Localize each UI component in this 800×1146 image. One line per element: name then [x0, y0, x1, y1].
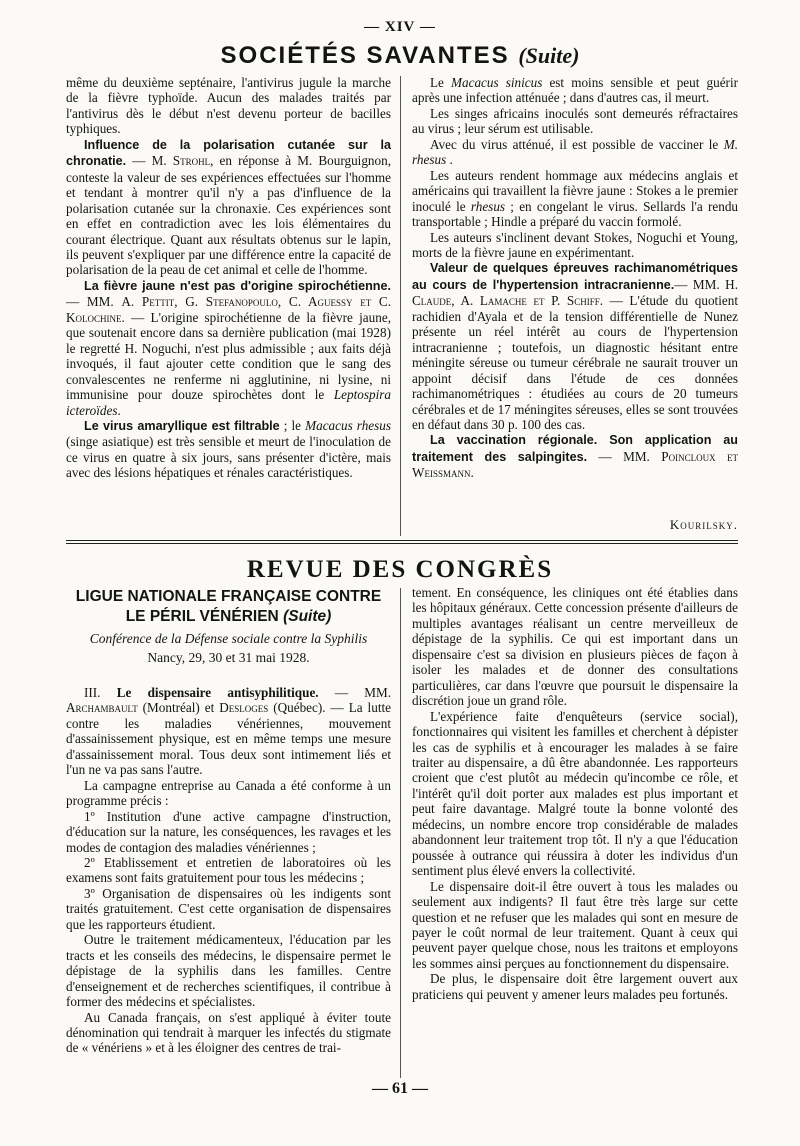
paragraph: Les auteurs s'inclinent devant Stokes, Noguchi et Young, morts de la fièvre jaune en expérimentant. [412, 229, 738, 260]
paragraph: La campagne entreprise au Canada a été conforme à un programme précis : [66, 777, 391, 809]
text-span: Avec du virus atténué, il est possible de vacciner le [430, 136, 724, 152]
text-span: , en réponse à M. Bourguignon, conteste la valeur de ses expériences effectuées sur l'homme et tendant à montrer qu'il n'y a pas d'influence de la polarisation cutanée sur la chronaxie. Ces expériences sont en effet en contradiction avec les lois élémentaires du courant électrique. Quant aux résultats obtenus sur le lapin, ils peuvent s'expliquer par une différence entre la capacité de polarisation de la peau de cet animal et celle de l'homme. [66, 153, 391, 278]
author-names: Poincloux et Weissmann [412, 448, 738, 481]
species-name: Macacus rhesus [305, 417, 392, 433]
author-names: A. Pettit, G. Stefanopoulo, C. Aguessy et C. Kolochine [66, 294, 391, 325]
species-name: rhesus [470, 198, 506, 214]
species-name: Macacus sinicus [451, 75, 543, 90]
text-span: (Québec). — La lutte contre les maladies vénériennes, mouvement d'assainissement physique, est en même temps une mesure d'assainissement moral. Tous deux sont intimement liés et l'un ne va pas sans l'autre. [66, 700, 391, 778]
top-right-column [412, 75, 738, 481]
author-name: Strohl [172, 153, 211, 169]
paragraph [412, 75, 738, 106]
paragraph: L'expérience faite d'enquêteurs (service social), fonctionnaires qui visitent les familles et cherchent à dépister les cas de syphilis et à encourager les malades à se faire traiter au dispensaire, a dû être abandonnée. Les rapporteurs croient que c'est plutôt au médecin qu'incombe ce rôle, et l'intérêt qu'il doit porter aux malades est plus important et peut faire davantage. Malgré toute la bonne volonté des médecins, un nombre encore trop considérable de malades abandonnent leur traitement trop tôt. Il n'y a que l'éducation poussée à outrance qui réussira à doter les individus d'un sentiment plus élevé envers la collectivité. [412, 708, 738, 879]
text-span: III. [84, 685, 117, 700]
author-name: Archambault [66, 700, 138, 716]
bottom-left-column [66, 685, 391, 1056]
paragraph [66, 685, 391, 778]
text-span: Le [430, 75, 452, 90]
text-span: (Montréal) et [137, 700, 220, 716]
paragraph: De plus, le dispensaire doit être largement ouvert aux praticiens qui peuvent y amener leurs malades peu fortunés. [412, 971, 738, 1002]
text-span: . [117, 402, 121, 418]
text-span: Les auteurs rendent hommage aux médecins anglais et américains qui travaillent la fièvre jaune : Stokes a le premier inoculé le [412, 167, 738, 214]
paragraph [412, 260, 738, 432]
paragraph [66, 418, 391, 481]
page-number: — 61 — [372, 1080, 428, 1097]
text-span: . [446, 152, 453, 168]
paragraph: 1º Institution d'une active campagne d'instruction, d'éducation sur la nature, les conséquences, les ravages et les modes de contagion des maladies vénériennes ; [66, 808, 391, 855]
author-signature: Kourilsky. [669, 517, 738, 532]
section-separator [66, 543, 738, 544]
paragraph [412, 168, 738, 230]
text-span: — MM. [318, 685, 391, 700]
paragraph-heading: Le dispensaire antisyphilitique. [116, 685, 319, 700]
ligue-title-text: LIGUE NATIONALE FRANÇAISE CONTRE LE PÉRIL VÉNÉRIEN [75, 588, 382, 625]
top-left-column [66, 75, 391, 481]
paragraph: même du deuxième septénaire, l'antivirus jugule la marche de la fièvre typhoïde. Aucun des malades traités par l'antivirus dès le début n'est devenu porteur de bacilles typhiques. [66, 75, 391, 137]
paragraph: Outre le traitement médicamenteux, l'éducation par les tracts et les conseils des médecins, le dispensaire permet le dépistage de la syphilis dans les familles. Centre d'enseignement et de recherches scientifiques, il contribue à former des médecins et spécialistes. [66, 932, 391, 1010]
species-name: M. rhesus [412, 136, 738, 168]
text-span: est moins sensible et peut guérir après une infection atténuée ; dans d'autres cas, il meurt. [412, 75, 738, 106]
text-span: (singe asiatique) est très sensible et meurt de l'inoculation de ce virus en quatre à six jours, sans présenter d'ictère, mais avec des lésions hépatiques et rénales caractéristiques. [66, 434, 391, 481]
text-span: . — L'origine spirochétienne de la fièvre jaune, que soutenait encore dans sa dernière publication (mai 1928) le regretté H. Noguchi, n'est plus admissible ; aux faits déjà invoqués, il faut ajouter cette condition que le sang des convalescentes ne renferme ni agglutinine, ni lysine, ni immunisine pour douze spirochètes dont le [66, 309, 391, 403]
text-span: ; en congelant le virus. Sellards l'a rendu transportable ; Hindle a préparé du vaccin formolé. [412, 198, 739, 230]
column-divider-top [400, 76, 401, 536]
text-span: — MM. [674, 276, 726, 292]
text-span: . [470, 465, 474, 481]
paragraph-heading: Le virus amaryllique est filtrable [84, 418, 280, 433]
page-number-roman: — XIV — [364, 19, 436, 35]
paragraph-heading: Influence de la polarisation cutanée sur la chronatie. [66, 137, 391, 169]
paragraph-heading: La fièvre jaune n'est pas d'origine spirochétienne. [84, 278, 391, 293]
paragraph: Les singes africains inoculés sont demeurés réfractaires au virus ; leur sérum est utilisable. [412, 105, 738, 137]
paragraph [412, 432, 738, 480]
paragraph-heading: La vaccination régionale. Son application au traitement des salpingites. [412, 433, 738, 464]
text-span: — MM. [587, 448, 662, 464]
revue-title: REVUE DES CONGRÈS [246, 556, 554, 583]
author-names: H. Claude, A. Lamache et P. Schiff [412, 276, 738, 309]
section-suite: (Suite) [518, 43, 580, 68]
conference-name: Conférence de la Défense sociale contre la Syphilis [89, 631, 368, 646]
ligue-title [66, 587, 391, 627]
author-name: Desloges [219, 700, 269, 716]
paragraph: Au Canada français, on s'est appliqué à éviter toute dénomination qui tendrait à marquer les infectés du stigmate de « vénériens » et à les éloigner des centres de trai- [66, 1009, 391, 1056]
paragraph: tement. En conséquence, les cliniques ont été établies dans les hôpitaux généraux. Cette concession présente d'ailleurs de multiples avantages réalisant un centre merveilleux de dépistage de la syphilis. Ce qui est important dans un dispensaire c'est sa division en plusieurs pièces de façon à isoler les malades et de donner des consultations particulières, car dans l'œuvre que poursuit le dispensaire la discrétion joue un grand rôle. [412, 585, 738, 709]
species-name: Leptospira icteroïdes [66, 387, 391, 418]
text-span: . — L'étude du quotient rachidien d'Ayala et de la tension différentielle de Nunez présente un réel intérêt au cours de l'hypertension intracranienne ; toutefois, un diagnostic hésitant entre méningite séreuse ou tumeur cérébrale ne saurait trouver un appoint décisif dans l'étude de ces données rachimanométriques : étudiées au cours de 20 tumeurs cérébrales et de 17 méningites séreuses, elles se sont trouvées en défaut dans 30 p. 100 des cas. [412, 293, 738, 432]
text-span: — M. [126, 153, 173, 169]
paragraph [66, 278, 391, 418]
text-span: ; le [279, 417, 306, 433]
paragraph: Le dispensaire doit-il être ouvert à tous les malades ou seulement aux indigents? Il faut être très large sur cette question et ne refuser que les malades qui sont en mesure de payer le coût normal de leur traitement. Quant à ceux qui peuvent payer quelque chose, nous les traitons et employons les sommes ainsi perçues au fonctionnement du dispensaire. [412, 878, 738, 971]
section-title-text: SOCIÉTÉS SAVANTES [220, 42, 510, 69]
section-separator [66, 540, 738, 541]
ligue-suite: (Suite) [283, 608, 332, 625]
paragraph: 2º Etablissement et entretien de laboratoires où les examens sont faits gratuitement pour tous les médecins ; [66, 854, 391, 886]
section-title [0, 41, 800, 71]
paragraph [66, 137, 391, 278]
paragraph-heading: Valeur de quelques épreuves rachimanométriques au cours de l'hypertension intracranienne. [412, 261, 738, 292]
paragraph: 3º Organisation de dispensaires où les indigents sont traités gratuitement. C'est cette organisation de dispensaires que les rapporteurs étudient. [66, 885, 391, 932]
conference-date: Nancy, 29, 30 et 31 mai 1928. [147, 650, 310, 665]
paragraph [412, 137, 738, 168]
bottom-right-column [412, 585, 738, 1002]
column-divider-bottom [400, 588, 401, 1078]
text-span: — MM. [66, 294, 122, 310]
